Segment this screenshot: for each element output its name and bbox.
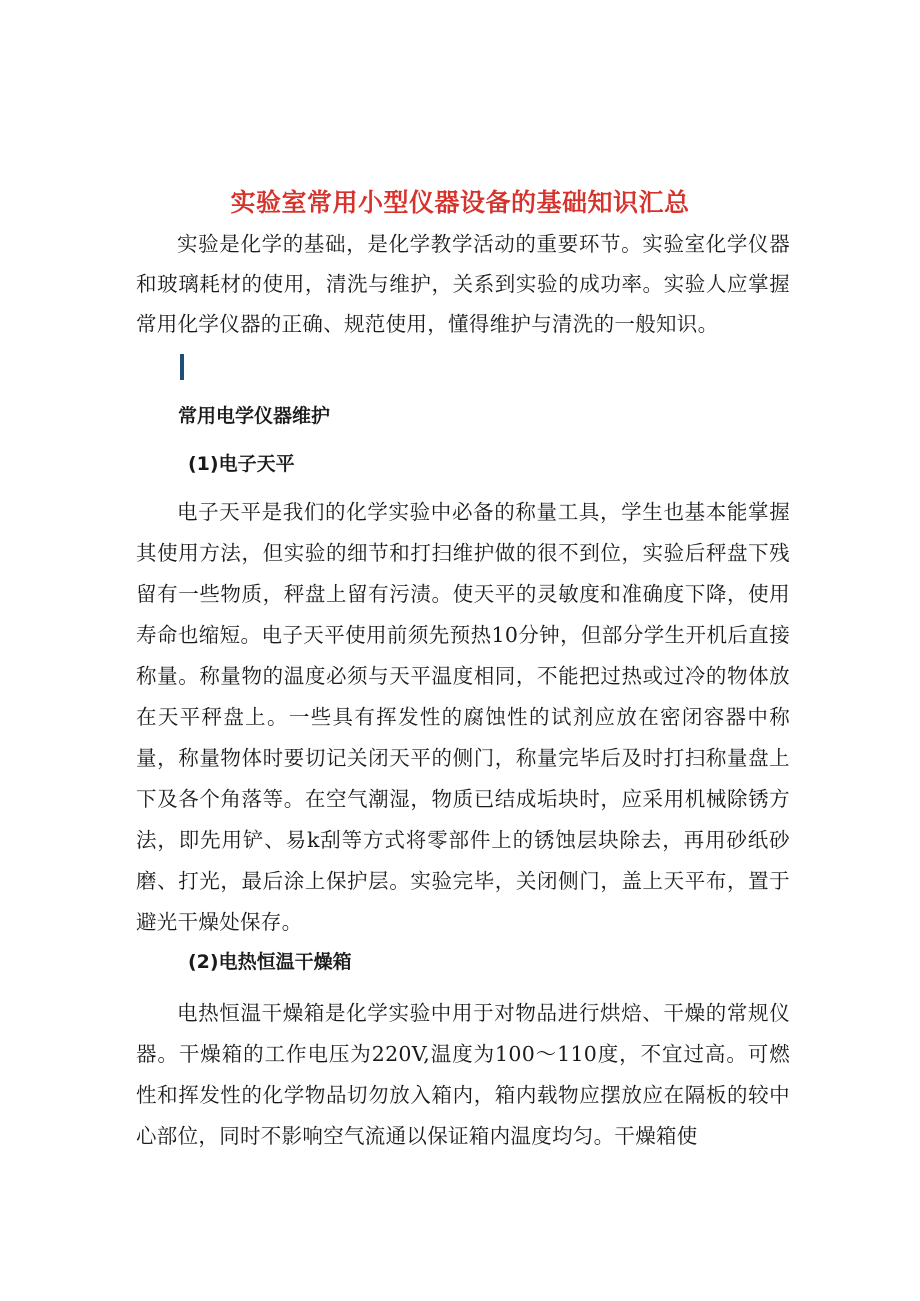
section-accent-bar bbox=[180, 354, 184, 380]
document-title: 实验室常用小型仪器设备的基础知识汇总 bbox=[230, 187, 690, 217]
subsection-heading-balance: (1)电子天平 bbox=[188, 453, 295, 475]
oven-paragraph: 电热恒温干燥箱是化学实验中用于对物品进行烘焙、干燥的常规仪器。干燥箱的工作电压为220V,温度为100～110度，不宜过高。可燃性和挥发性的化学物品切勿放入箱内，箱内载物应摆放应在隔板的较中心部位，同时不影响空气流通以保证箱内温度均匀。干燥箱使 bbox=[136, 1001, 790, 1148]
subsection-heading-oven: (2)电热恒温干燥箱 bbox=[188, 951, 352, 973]
balance-paragraph: 电子天平是我们的化学实验中必备的称量工具，学生也基本能掌握其使用方法，但实验的细节和打扫维护做的很不到位，实验后秤盘下残留有一些物质，秤盘上留有污渍。使天平的灵敏度和准确度下降，使用寿命也缩短。电子天平使用前须先预热10分钟，但部分学生开机后直接称量。称量物的温度必须与天平温度相同，不能把过热或过冷的物体放在天平秤盘上。一些具有挥发性的腐蚀性的试剂应放在密闭容器中称量，称量物体时要切记关闭天平的侧门，称量完毕后及时打扫称量盘上下及各个角落等。在空气潮湿，物质已结成垢块时，应采用机械除锈方法，即先用铲、易k刮等方式将零部件上的锈蚀层块除去，再用砂纸砂磨、打光，最后涂上保护层。实验完毕，关闭侧门，盖上天平布，置于避光干燥处保存。 bbox=[136, 500, 790, 934]
intro-paragraph: 实验是化学的基础，是化学教学活动的重要环节。实验室化学仪器和玻璃耗材的使用，清洗与维护，关系到实验的成功率。实验人应掌握常用化学仪器的正确、规范使用，懂得维护与清洗的一般知识。 bbox=[136, 232, 790, 336]
section-heading: 常用电学仪器维护 bbox=[178, 405, 331, 427]
